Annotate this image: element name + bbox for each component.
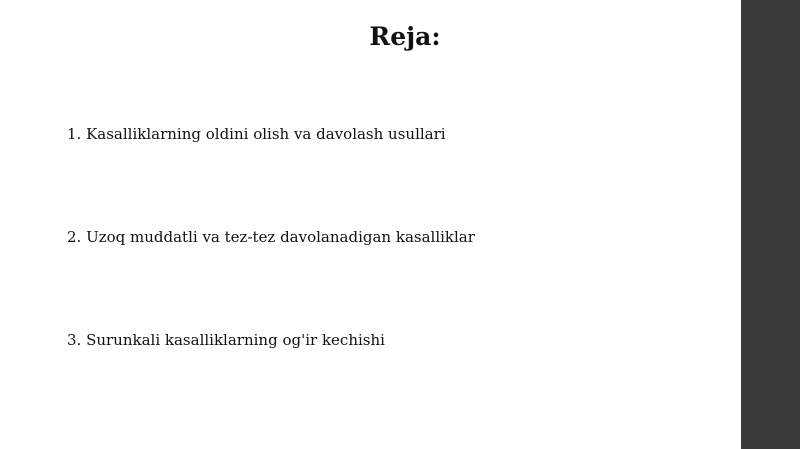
plan-item-3: 3. Surunkali kasalliklarning og'ir kechishi	[67, 331, 385, 349]
plan-item-2: 2. Uzoq muddatli va tez-tez davolanadigan kasalliklar	[67, 228, 475, 246]
side-panel	[741, 0, 800, 449]
slide-title: Reja:	[369, 22, 441, 51]
plan-item-1: 1. Kasalliklarning oldini olish va davolash usullari	[67, 125, 446, 143]
